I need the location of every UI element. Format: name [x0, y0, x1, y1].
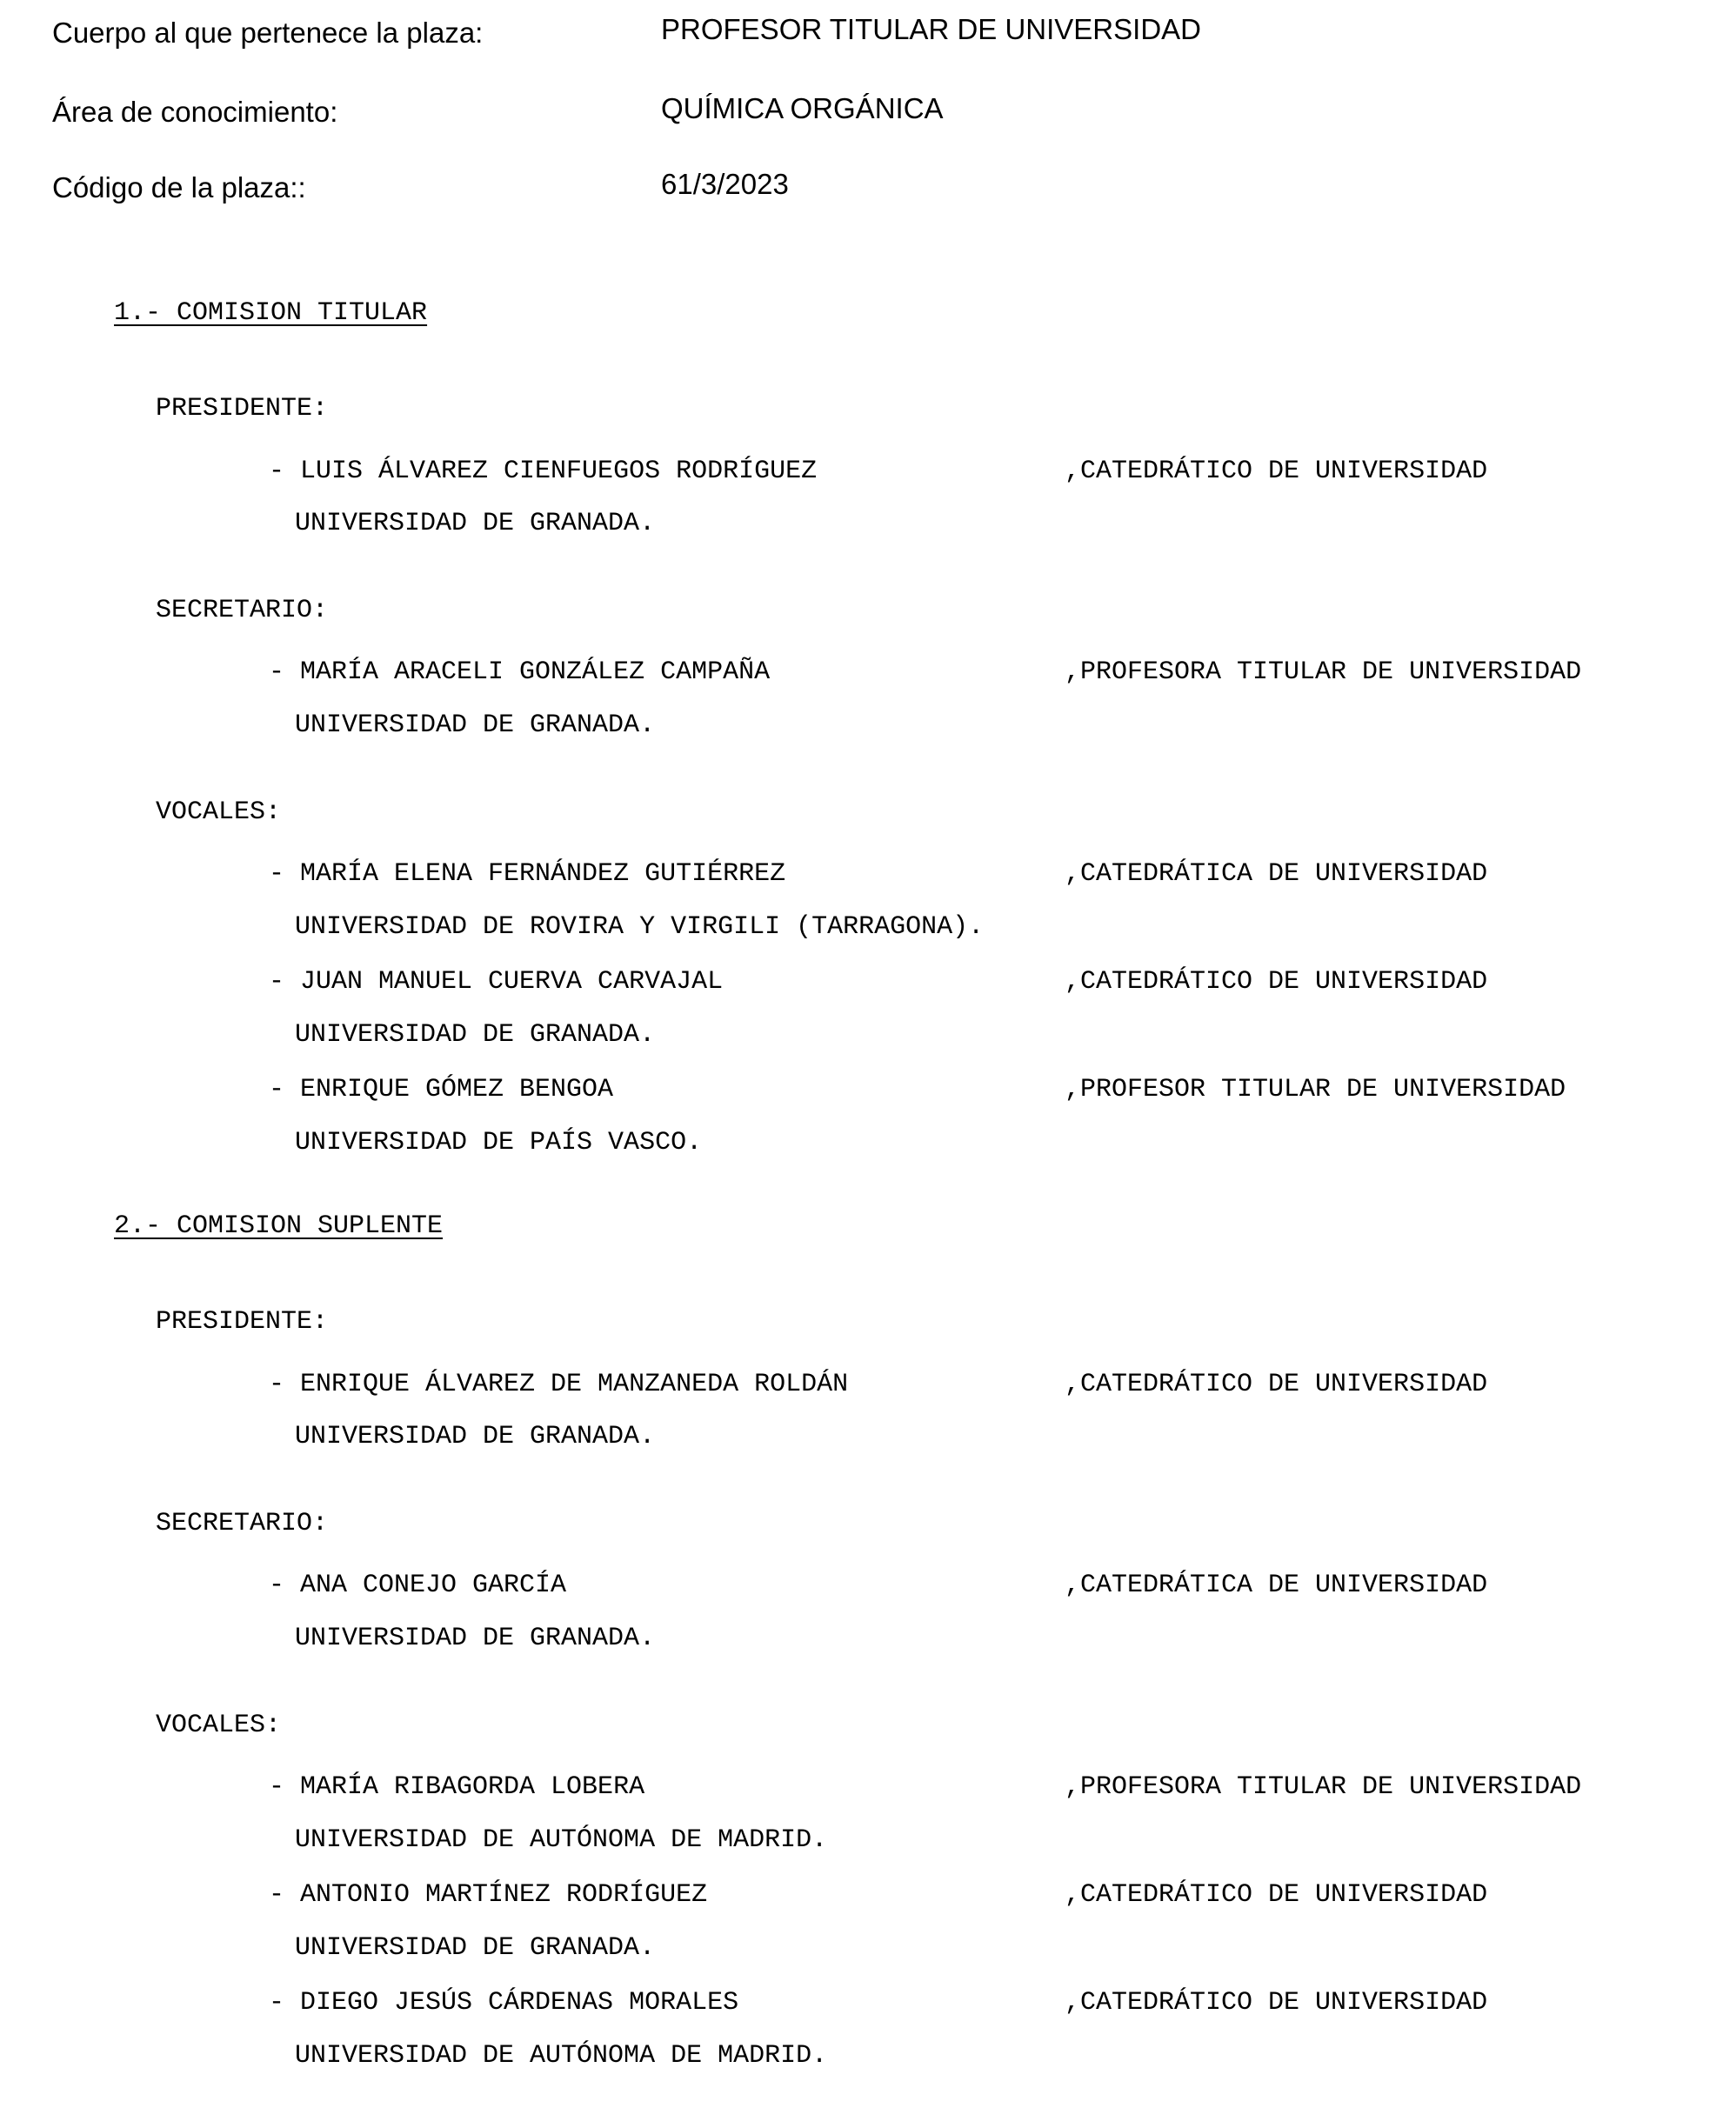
field-value: 61/3/2023: [661, 168, 789, 200]
role-title-secretario: SECRETARIO:: [156, 1509, 329, 1538]
field-label: Código de la plaza::: [52, 171, 306, 203]
member-position: ,CATEDRÁTICA DE UNIVERSIDAD: [1065, 859, 1488, 889]
member-name: - LUIS ÁLVAREZ CIENFUEGOS RODRÍGUEZ: [269, 457, 818, 486]
member-position: ,PROFESORA TITULAR DE UNIVERSIDAD: [1065, 657, 1582, 687]
member-position: ,CATEDRÁTICO DE UNIVERSIDAD: [1065, 1880, 1488, 1910]
field-value: QUÍMICA ORGÁNICA: [661, 92, 944, 124]
member-university: UNIVERSIDAD DE PAÍS VASCO.: [295, 1128, 703, 1157]
member-position: ,CATEDRÁTICO DE UNIVERSIDAD: [1065, 1370, 1488, 1399]
member-university: UNIVERSIDAD DE GRANADA.: [295, 509, 656, 538]
role-title-presidente: PRESIDENTE:: [156, 394, 329, 424]
member-university: UNIVERSIDAD DE AUTÓNOMA DE MADRID.: [295, 2041, 828, 2071]
member-name: - MARÍA ELENA FERNÁNDEZ GUTIÉRREZ: [269, 859, 786, 889]
member-position: ,CATEDRÁTICO DE UNIVERSIDAD: [1065, 1988, 1488, 2018]
member-position: ,CATEDRÁTICO DE UNIVERSIDAD: [1065, 967, 1488, 997]
member-position: ,CATEDRÁTICA DE UNIVERSIDAD: [1065, 1571, 1488, 1600]
section-title-titular: 1.- COMISION TITULAR: [114, 298, 428, 328]
member-name: - DIEGO JESÚS CÁRDENAS MORALES: [269, 1988, 739, 2018]
field-label: Cuerpo al que pertenece la plaza:: [52, 17, 484, 49]
role-title-presidente: PRESIDENTE:: [156, 1307, 329, 1337]
member-name: - MARÍA RIBAGORDA LOBERA: [269, 1772, 645, 1802]
member-name: - ENRIQUE ÁLVAREZ DE MANZANEDA ROLDÁN: [269, 1370, 849, 1399]
member-position: ,PROFESORA TITULAR DE UNIVERSIDAD: [1065, 1772, 1582, 1802]
member-position: ,CATEDRÁTICO DE UNIVERSIDAD: [1065, 457, 1488, 486]
member-position: ,PROFESOR TITULAR DE UNIVERSIDAD: [1065, 1075, 1566, 1104]
role-title-vocales: VOCALES:: [156, 1711, 282, 1740]
member-university: UNIVERSIDAD DE GRANADA.: [295, 1933, 656, 1963]
member-university: UNIVERSIDAD DE GRANADA.: [295, 1624, 656, 1653]
role-title-vocales: VOCALES:: [156, 797, 282, 827]
member-name: - ANTONIO MARTÍNEZ RODRÍGUEZ: [269, 1880, 708, 1910]
member-university: UNIVERSIDAD DE AUTÓNOMA DE MADRID.: [295, 1825, 828, 1855]
member-name: - MARÍA ARACELI GONZÁLEZ CAMPAÑA: [269, 657, 771, 687]
member-name: - ANA CONEJO GARCÍA: [269, 1571, 567, 1600]
member-university: UNIVERSIDAD DE GRANADA.: [295, 1020, 656, 1050]
member-university: UNIVERSIDAD DE GRANADA.: [295, 1422, 656, 1451]
section-title-suplente: 2.- COMISION SUPLENTE: [114, 1211, 444, 1241]
field-label: Área de conocimiento:: [52, 96, 338, 128]
member-name: - JUAN MANUEL CUERVA CARVAJAL: [269, 967, 724, 997]
member-university: UNIVERSIDAD DE ROVIRA Y VIRGILI (TARRAGONA).: [295, 912, 985, 942]
member-university: UNIVERSIDAD DE GRANADA.: [295, 710, 656, 740]
member-name: - ENRIQUE GÓMEZ BENGOA: [269, 1075, 614, 1104]
role-title-secretario: SECRETARIO:: [156, 596, 329, 625]
field-value: PROFESOR TITULAR DE UNIVERSIDAD: [661, 13, 1201, 45]
